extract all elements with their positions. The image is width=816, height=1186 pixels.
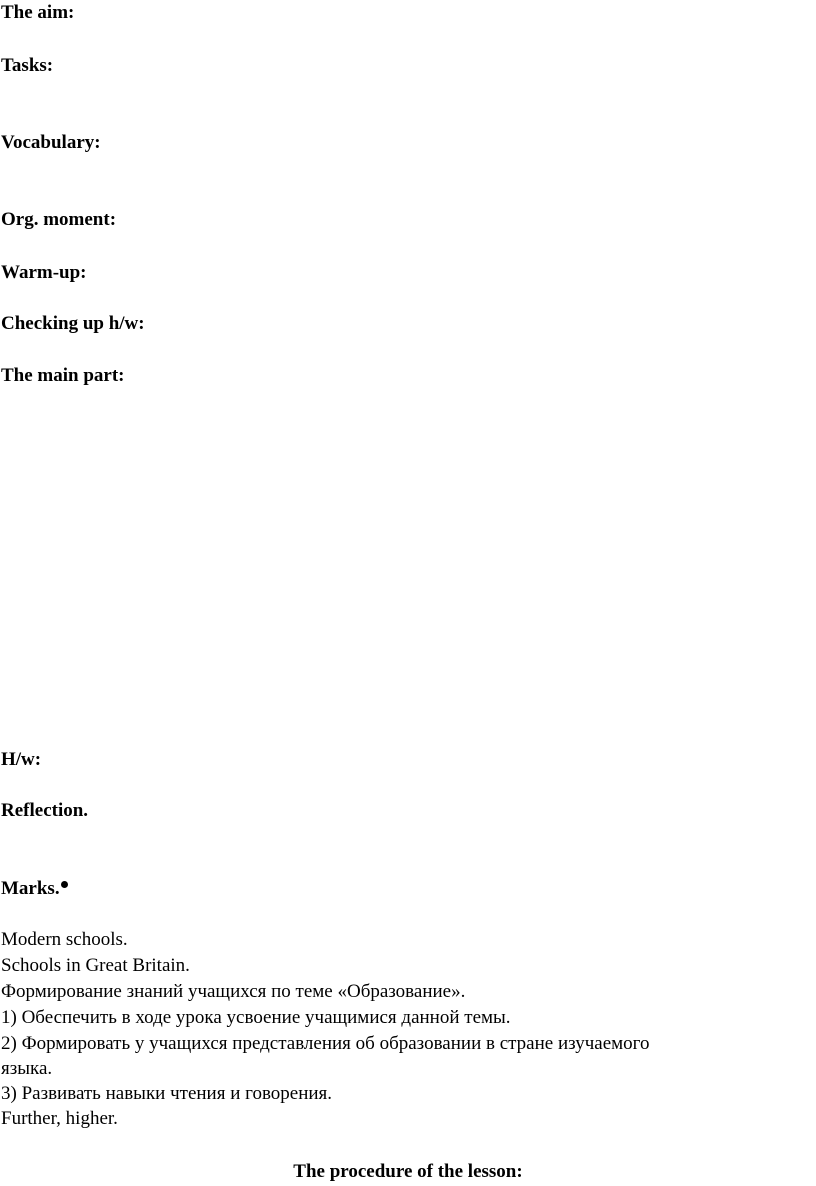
content-line: Schools in Great Britain. (1, 955, 190, 976)
content-line: 2) Формировать у учащихся представления об образовании в стране изучаемого (1, 1033, 650, 1054)
content-line: Further, higher. (1, 1108, 118, 1129)
procedure-title: The procedure of the lesson: (293, 1161, 523, 1182)
content-line: 3) Развивать навыки чтения и говорения. (1, 1083, 333, 1104)
content-line: 1) Обеспечить в ходе урока усвоение учащимися данной темы. (1, 1007, 511, 1028)
heading-checking-hw: Checking up h/w: (1, 313, 145, 334)
bullet-icon (61, 881, 68, 888)
content-line: Формирование знаний учащихся по теме «Образование». (1, 981, 466, 1002)
heading-hw: H/w: (1, 749, 42, 770)
heading-reflection: Reflection. (1, 800, 89, 821)
heading-warm-up: Warm-up: (1, 262, 87, 283)
content-line: языка. (1, 1058, 53, 1079)
heading-marks (1, 878, 68, 900)
content-line: Modern schools. (1, 929, 128, 950)
heading-aim: The aim: (1, 2, 75, 23)
heading-main-part: The main part: (1, 365, 125, 386)
heading-vocabulary: Vocabulary: (1, 132, 101, 153)
heading-tasks: Tasks: (1, 55, 54, 76)
marks-label: Marks. (1, 878, 60, 899)
heading-org-moment: Org. moment: (1, 209, 117, 230)
